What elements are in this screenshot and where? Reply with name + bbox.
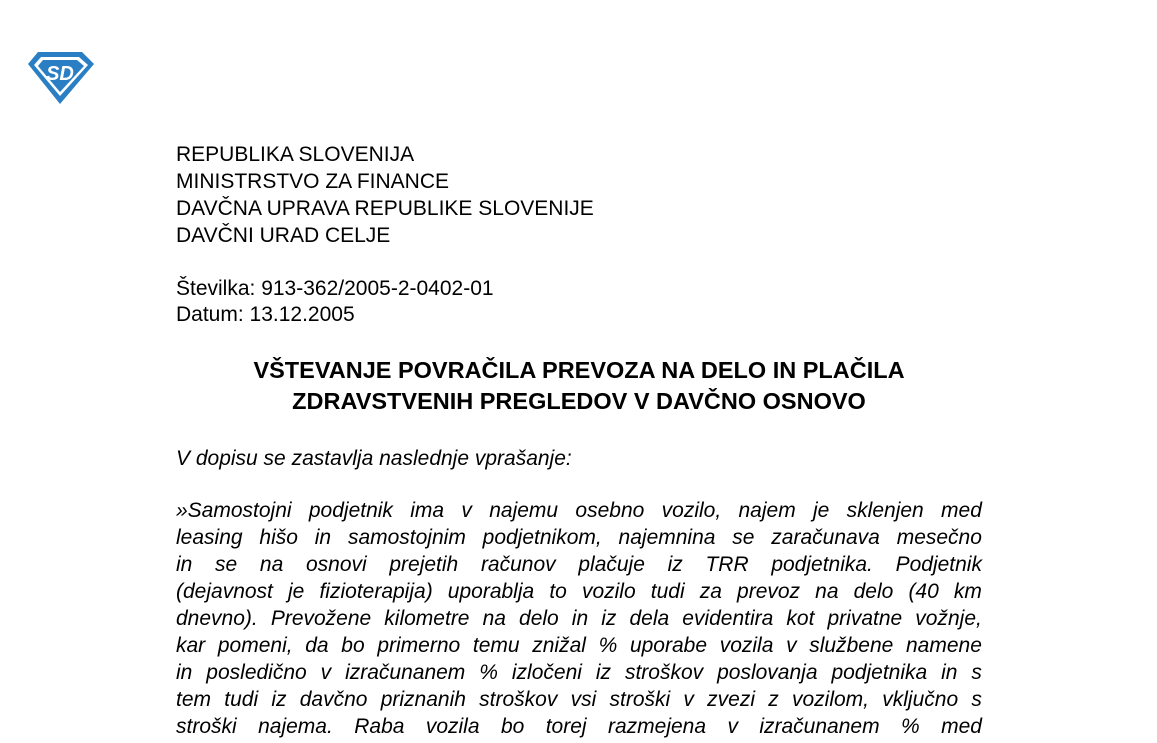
quote-word: davčno (299, 688, 368, 711)
title-line-1: VŠTEVANJE POVRAČILA PREVOZA NA DELO IN PLAČILA (253, 357, 905, 383)
header-line-tax-office: DAVČNI URAD CELJE (176, 224, 391, 247)
quote-word: fizioterapija) (319, 580, 433, 603)
quote-line (176, 659, 982, 686)
header-line-republic: REPUBLIKA SLOVENIJA (176, 143, 415, 166)
quote-word: vozila (425, 715, 480, 738)
quote-word: izračunanem (345, 661, 466, 684)
quote-word: v (727, 715, 738, 738)
quote-word: osnovi (305, 553, 367, 576)
quote-word: v (786, 634, 797, 657)
quote-word: med (941, 715, 982, 738)
quote-word: najema. (258, 715, 333, 738)
document-meta (176, 276, 494, 328)
quote-word: bo (500, 715, 525, 738)
quote-word: (40 (908, 580, 939, 603)
quote-word: temu (472, 634, 520, 657)
quote-word: iz (595, 661, 612, 684)
quote-word: delo (519, 607, 559, 630)
quote-word: vozila (719, 634, 774, 657)
quote-word: vozilo (581, 580, 636, 603)
quote-line (176, 578, 982, 605)
quote-word: vožnje, (915, 607, 982, 630)
quote-word: tem (176, 688, 212, 711)
quote-word: bo (341, 634, 365, 657)
quote-word: km (953, 580, 982, 603)
document-number: Številka: 913-362/2005-2-0402-01 (176, 277, 494, 300)
quote-word: z (768, 688, 779, 711)
quote-word: pomeni, (217, 634, 293, 657)
quote-line (176, 632, 982, 659)
quote-word: priznanih (380, 688, 466, 711)
quote-word: iz (271, 688, 287, 711)
quote-word: primerno (377, 634, 461, 657)
quote-word: privatne (827, 607, 903, 630)
quote-word: iz (667, 553, 683, 576)
quote-word: podjetnikom, (482, 526, 602, 549)
quote-word: torej (545, 715, 587, 738)
quote-word: hišo (259, 526, 298, 549)
quote-word: kilometre (384, 607, 470, 630)
quote-word: stroškov (479, 688, 558, 711)
quote-word: in (941, 661, 958, 684)
quote-word: dnevno). (176, 607, 258, 630)
quote-word: evidentira (682, 607, 774, 630)
quote-word: s (971, 688, 982, 711)
document-date: Datum: 13.12.2005 (176, 303, 355, 326)
quote-word: TRR (705, 553, 749, 576)
sd-shield-logo-icon (22, 48, 96, 106)
title-line-2: ZDRAVSTVENIH PREGLEDOV V DAVČNO OSNOVO (292, 388, 866, 414)
quote-word: najemnina (618, 526, 716, 549)
quote-word: vključno (882, 688, 959, 711)
quote-word: na (482, 607, 506, 630)
quote-word: vozilo, (661, 499, 722, 522)
quote-word: vsi (570, 688, 597, 711)
quote-word: % (479, 661, 498, 684)
quote-word: kot (786, 607, 815, 630)
quote-word: v (683, 688, 694, 711)
quote-word: prevoz (737, 580, 801, 603)
quote-word: stroškov (624, 661, 704, 684)
quote-word: leasing (176, 526, 243, 549)
quote-word: mesečno (896, 526, 982, 549)
quote-word: in (571, 607, 589, 630)
quote-word: kar (176, 634, 206, 657)
quote-word: iz (601, 607, 617, 630)
logo-text: SD (46, 63, 74, 85)
quote-word: ima (410, 499, 445, 522)
quote-word: Podjetnik (895, 553, 982, 576)
quote-word: Prevožene (270, 607, 372, 630)
quote-line (176, 497, 982, 524)
quote-word: znižal (532, 634, 586, 657)
quote-word: podjetnika (831, 661, 928, 684)
quote-word: »Samostojni (176, 499, 292, 522)
quote-word: na (815, 580, 839, 603)
quote-word: % (598, 634, 618, 657)
quote-word: poslovanja (717, 661, 818, 684)
quote-word: najem (738, 499, 796, 522)
quote-word: prejetih (389, 553, 459, 576)
quote-word: in (314, 526, 332, 549)
quote-line (176, 686, 982, 713)
quote-line (176, 524, 982, 551)
quote-word: v (320, 661, 332, 684)
quote-word: dela (629, 607, 670, 630)
quote-word: je (813, 499, 830, 522)
quote-word: za (699, 580, 722, 603)
quote-word: da (305, 634, 329, 657)
header-line-tax-administration: DAVČNA UPRAVA REPUBLIKE SLOVENIJE (176, 197, 594, 220)
quote-word: se (215, 553, 238, 576)
quoted-question (176, 497, 982, 740)
quote-word: je (288, 580, 305, 603)
quote-word: Raba (354, 715, 405, 738)
quote-word: tudi (650, 580, 685, 603)
quote-word: službene (809, 634, 894, 657)
quote-word: posledično (206, 661, 307, 684)
quote-word: sklenjen (846, 499, 924, 522)
quote-word: uporabe (629, 634, 708, 657)
quote-word: se (732, 526, 755, 549)
quote-word: in (176, 553, 193, 576)
quote-word: računov (480, 553, 556, 576)
quote-word: delo (853, 580, 894, 603)
quote-word: v (461, 499, 472, 522)
quote-word: podjetnika. (771, 553, 873, 576)
quote-word: tudi (224, 688, 259, 711)
quote-word: (dejavnost (176, 580, 273, 603)
quote-word: plačuje (578, 553, 645, 576)
intro-text: V dopisu se zastavlja naslednje vprašanje: (176, 447, 572, 470)
quote-word: najemu (489, 499, 559, 522)
quote-word: uporablja (447, 580, 535, 603)
quote-word: zvezi (707, 688, 756, 711)
quote-word: namene (905, 634, 982, 657)
quote-word: to (549, 580, 567, 603)
quote-word: samostojnim (347, 526, 466, 549)
quote-word: vozilom, (791, 688, 870, 711)
quote-word: s (971, 661, 982, 684)
quote-word: stroški (609, 688, 671, 711)
quote-word: podjetnik (308, 499, 393, 522)
document-title (176, 355, 982, 417)
header-line-ministry: MINISTRSTVO ZA FINANCE (176, 170, 450, 193)
quote-word: in (176, 661, 193, 684)
quote-word: stroški (176, 715, 237, 738)
quote-word: osebno (575, 499, 645, 522)
quote-word: izračunanem (759, 715, 880, 738)
quote-word: med (941, 499, 982, 522)
quote-line (176, 605, 982, 632)
quote-line (176, 551, 982, 578)
quote-word: zaračunava (771, 526, 880, 549)
quote-word: razmejena (607, 715, 707, 738)
quote-word: izločeni (511, 661, 582, 684)
quote-word: na (259, 553, 284, 576)
issuer-header (176, 141, 594, 249)
quote-line (176, 713, 982, 740)
quote-word: % (900, 715, 920, 738)
